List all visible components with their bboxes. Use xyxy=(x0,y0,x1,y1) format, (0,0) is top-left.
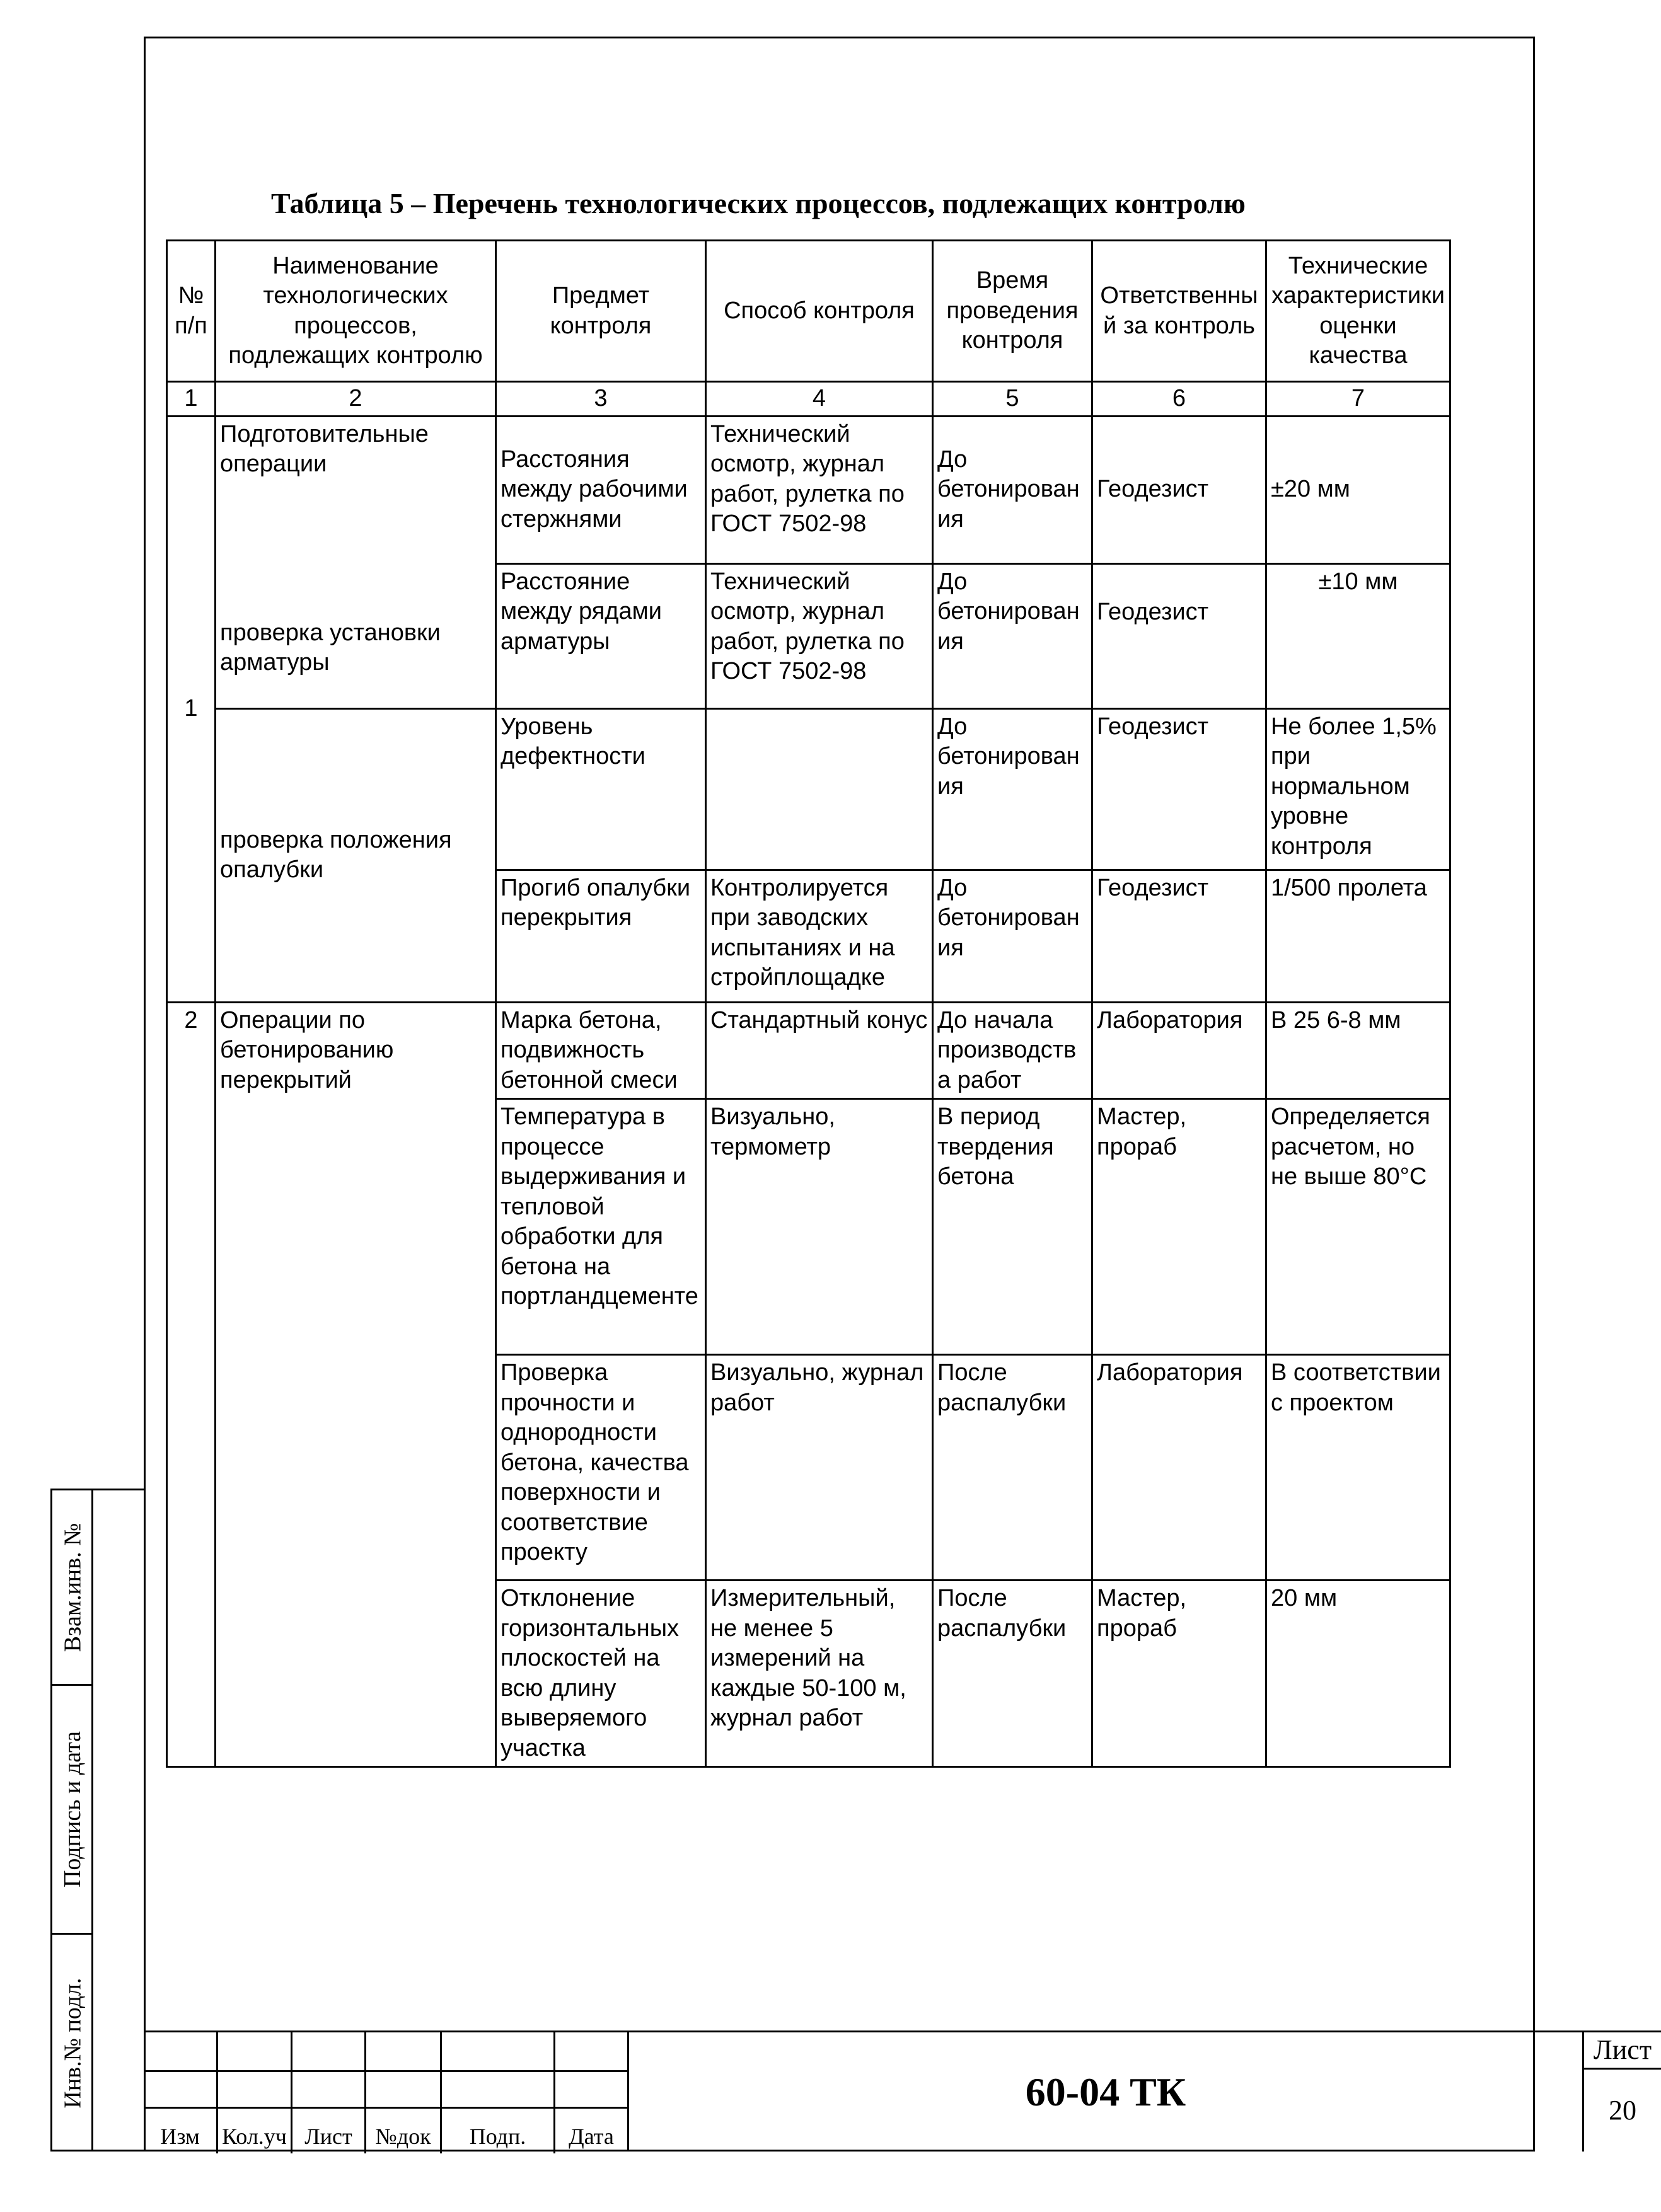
time-cell: В период твердения бетона xyxy=(933,1099,1092,1355)
sheet-label: Лист xyxy=(1584,2032,1661,2070)
header-process: Наименование технологических процессов, подлежащих контролю xyxy=(216,241,496,382)
row-number: 1 xyxy=(167,416,216,1002)
responsible-cell: Мастер, прораб xyxy=(1092,1099,1266,1355)
sheet-number: 20 xyxy=(1609,2095,1636,2126)
label-sign: Подп. xyxy=(469,2124,526,2149)
method-cell: Визуально, журнал работ xyxy=(706,1355,933,1581)
header-num: № п/п xyxy=(167,241,216,382)
sign-date-cell xyxy=(52,1686,93,1935)
col-num: 6 xyxy=(1092,382,1266,417)
control-table xyxy=(166,239,1451,1768)
sheet-box xyxy=(1584,2031,1661,2152)
table-row xyxy=(167,416,1450,563)
characteristics-cell: 1/500 пролета xyxy=(1266,870,1450,1002)
characteristics-cell: Не более 1,5% при нормальном уровне контроля xyxy=(1266,708,1450,870)
responsible-cell: Геодезист xyxy=(1092,708,1266,870)
process-name: Операции по бетонированию перекрытий xyxy=(216,1002,496,1767)
time-cell: До бетонирования xyxy=(933,563,1092,708)
col-num: 5 xyxy=(933,382,1092,417)
time-cell: После распалубки xyxy=(933,1355,1092,1581)
time-cell: До начала производства работ xyxy=(933,1002,1092,1099)
time-cell: До бетонирования xyxy=(933,870,1092,1002)
label-date: Дата xyxy=(569,2124,614,2149)
header-subject: Предмет контроля xyxy=(496,241,706,382)
header-row xyxy=(167,241,1450,382)
process-name: проверка положения опалубки xyxy=(216,708,496,1002)
characteristics-cell: ±20 мм xyxy=(1266,416,1450,563)
document-code: 60-04 ТК xyxy=(629,2031,1584,2152)
subject-cell: Прогиб опалубки перекрытия xyxy=(496,870,706,1002)
method-cell: Контролируется при заводских испытаниях и на стройплощадке xyxy=(706,870,933,1002)
header-responsible: Ответственный за контроль xyxy=(1092,241,1266,382)
method-cell: Визуально, термометр xyxy=(706,1099,933,1355)
process-cell xyxy=(216,416,496,708)
method-cell: Стандартный конус xyxy=(706,1002,933,1099)
col-num: 7 xyxy=(1266,382,1450,417)
sign-date-label: Подпись и дата xyxy=(59,1731,86,1888)
method-cell: Технический осмотр, журнал работ, рулетка по ГОСТ 7502-98 xyxy=(706,416,933,563)
subject-cell: Отклонение горизонтальных плоскостей на всю длину выверяемого участка xyxy=(496,1581,706,1767)
responsible-cell: Мастер, прораб xyxy=(1092,1581,1266,1767)
inv-orig-label: Инв.№ подл. xyxy=(59,1978,86,2109)
label-sheet: Лист xyxy=(304,2124,352,2149)
header-method: Способ контроля xyxy=(706,241,933,382)
col-num: 1 xyxy=(167,382,216,417)
label-doc: №док xyxy=(375,2124,431,2149)
header-time: Время проведения контроля xyxy=(933,241,1092,382)
side-stamp-labels xyxy=(52,1490,93,2150)
table-row xyxy=(167,1002,1450,1099)
method-cell: Измерительный, не менее 5 измерений на каждые 50-100 м, журнал работ xyxy=(706,1581,933,1767)
time-cell: До бетонирования xyxy=(933,708,1092,870)
col-num: 2 xyxy=(216,382,496,417)
label-rev: Изм xyxy=(160,2124,200,2149)
responsible-cell: Лаборатория xyxy=(1092,1355,1266,1581)
responsible-cell: Геодезист xyxy=(1092,870,1266,1002)
responsible-cell: Геодезист xyxy=(1092,563,1266,708)
subject-cell: Проверка прочности и однородности бетона, качества поверхности и соответствие проекту xyxy=(496,1355,706,1581)
responsible-cell: Лаборатория xyxy=(1092,1002,1266,1099)
method-cell: Технический осмотр, журнал работ, рулетка по ГОСТ 7502-98 xyxy=(706,563,933,708)
characteristics-cell: ±10 мм xyxy=(1266,563,1450,708)
subject-cell: Уровень дефектности xyxy=(496,708,706,870)
revision-grid xyxy=(144,2031,629,2152)
row-number: 2 xyxy=(167,1002,216,1767)
replace-inv-label: Взам.инв. № xyxy=(59,1523,86,1652)
subject-cell: Расстояние между рядами арматуры xyxy=(496,563,706,708)
subject-cell: Марка бетона, подвижность бетонной смеси xyxy=(496,1002,706,1099)
subject-cell: Расстояния между рабочими стержнями xyxy=(496,416,706,563)
title-block xyxy=(144,2031,1652,2152)
time-cell: После распалубки xyxy=(933,1581,1092,1767)
time-cell: До бетонирования xyxy=(933,416,1092,563)
replace-inv-cell xyxy=(52,1490,93,1686)
col-num: 4 xyxy=(706,382,933,417)
characteristics-cell: В 25 6-8 мм xyxy=(1266,1002,1450,1099)
col-num: 3 xyxy=(496,382,706,417)
process-name: проверка установки арматуры xyxy=(220,619,441,676)
subject-cell: Температура в процессе выдерживания и тепловой обработки для бетона на портландцементе xyxy=(496,1099,706,1355)
method-cell xyxy=(706,708,933,870)
characteristics-cell: В соответствии с проектом xyxy=(1266,1355,1450,1581)
responsible-cell: Геодезист xyxy=(1092,416,1266,563)
side-stamp xyxy=(50,1489,144,2152)
characteristics-cell: Определяется расчетом, но не выше 80°С xyxy=(1266,1099,1450,1355)
characteristics-cell: 20 мм xyxy=(1266,1581,1450,1767)
table-row xyxy=(167,708,1450,870)
column-numbers-row xyxy=(167,382,1450,417)
inv-orig-cell xyxy=(52,1935,93,2152)
table-title: Таблица 5 – Перечень технологических процессов, подлежащих контролю xyxy=(271,187,1246,219)
header-characteristics: Технические характеристики оценки качества xyxy=(1266,241,1450,382)
process-name: Подготовительные операции xyxy=(220,420,429,477)
label-count: Кол.уч xyxy=(222,2124,287,2149)
